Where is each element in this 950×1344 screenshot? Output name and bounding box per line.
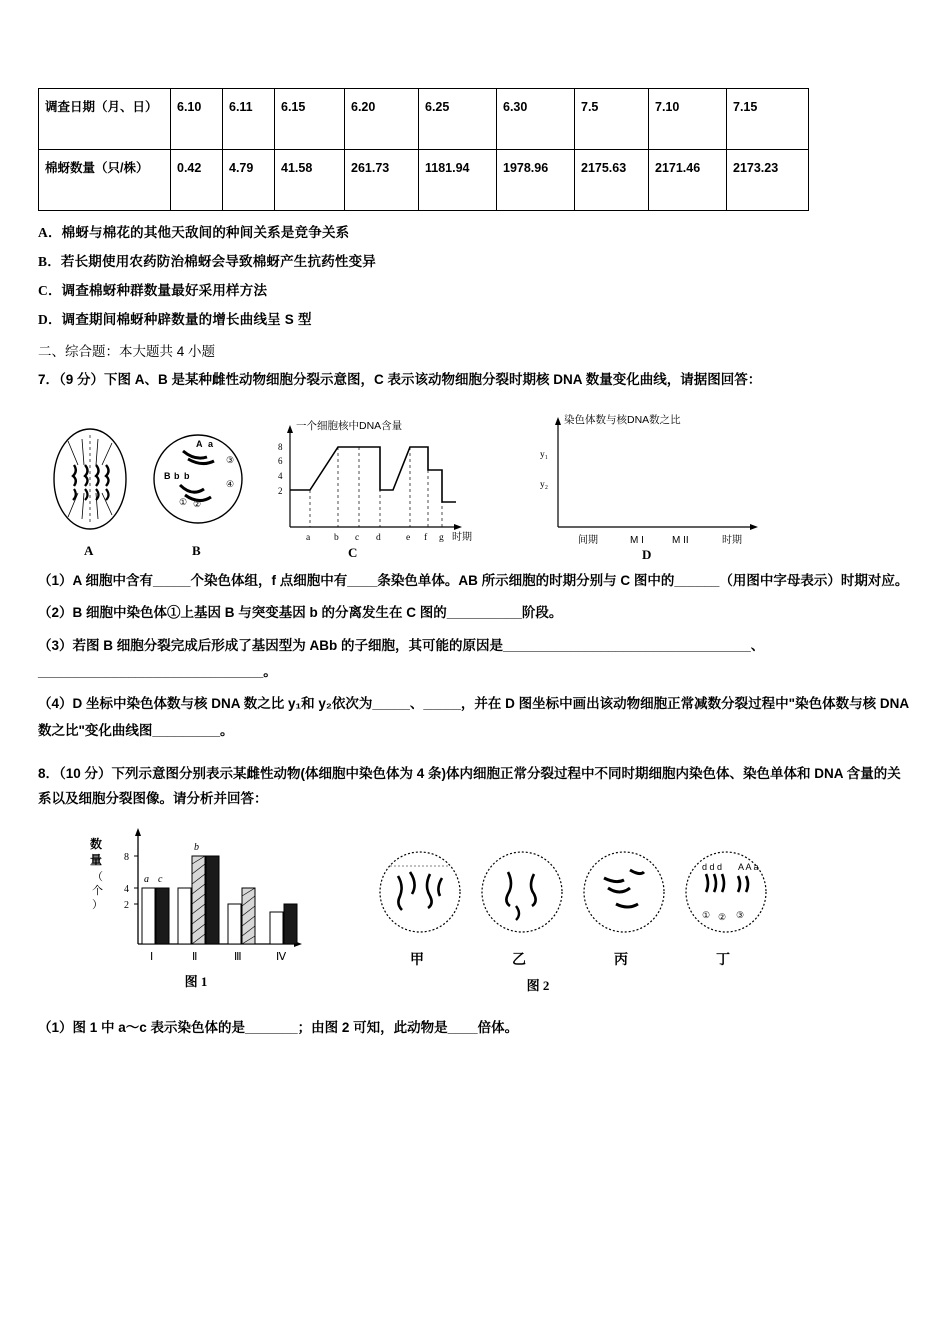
- label-b-num3: ③: [226, 454, 235, 465]
- fig1-bar-label-c: c: [158, 873, 163, 885]
- cell-count-6: 2175.63: [575, 150, 649, 211]
- cell-count-2: 41.58: [275, 150, 345, 211]
- option-c-text: 调查棉蚜种群数量最好采用样方法: [61, 283, 268, 298]
- cell-count-1: 4.79: [223, 150, 275, 211]
- label-b-A: A: [196, 438, 203, 449]
- label-cell-b: B: [192, 542, 201, 558]
- question-7-sub-1: （1）A 细胞中含有_____个染色体组，f 点细胞中有____条染色单体。AB 所示细胞的时期分别与 C 图中的______（用图中字母表示）时期对应。: [38, 572, 909, 588]
- question-7-figure: [38, 407, 914, 562]
- fig1-xtick-1: Ⅰ: [150, 950, 154, 963]
- cell-date-5: 6.30: [497, 89, 575, 150]
- fig1-yaxis-label-2: 量: [90, 852, 103, 867]
- row-header-date: 调查日期（月、日）: [39, 89, 171, 150]
- chart-c-xtick-d: d: [376, 532, 381, 543]
- cell-date-3: 6.20: [345, 89, 419, 150]
- cell-date-7: 7.10: [649, 89, 727, 150]
- q7-figure-svg: [38, 407, 914, 562]
- option-b-text: 若长期使用农药防治棉蚜会导致棉蚜产生抗药性变异: [60, 254, 377, 269]
- chart-c-ytick-4: 4: [278, 470, 283, 481]
- label-b-b2: b: [184, 470, 190, 481]
- section-title: 二、综合题：本大题共 4 小题: [38, 344, 216, 359]
- chart-c-xtick-f: f: [424, 532, 428, 543]
- chart-c-ytick-6: 6: [278, 455, 283, 466]
- fig2-dt-num2: ②: [718, 911, 727, 922]
- chart-d-xtick-m2: M II: [672, 534, 689, 546]
- label-b-num1: ①: [179, 496, 188, 507]
- chart-c-xtick-e: e: [406, 532, 411, 543]
- fig1-yaxis-label-1: 数: [90, 836, 103, 851]
- fig1-ytick-2: 2: [124, 899, 129, 911]
- fig1-yaxis-label-4: 个: [92, 884, 103, 897]
- chart-d-ytick-y2: y₂: [540, 479, 549, 490]
- fig2-dt-labels-2: A A a: [738, 861, 759, 872]
- label-b-B: B: [164, 470, 171, 481]
- fig1-yaxis-label-3: （: [92, 870, 103, 883]
- cell-date-4: 6.25: [419, 89, 497, 150]
- question-7-sub-4: （4）D 坐标中染色体数与核 DNA 数之比 y₁和 y₂依次为_____、_____，并在 D 图坐标中画出该动物细胞正常减数分裂过程中"染色体数与核 DNA 数之比"变化曲线图_________。: [38, 696, 909, 738]
- chart-c-xtick-b: b: [334, 532, 339, 543]
- chart-c-ytick-2: 2: [278, 485, 283, 496]
- fig1-xtick-4: Ⅳ: [276, 950, 287, 963]
- option-d-text: 调查期间棉蚜种辟数量的增长曲线呈 S 型: [61, 312, 312, 327]
- fig1-yaxis-label-5: ）: [92, 898, 103, 911]
- chart-c-xtick-g: g: [439, 532, 444, 543]
- cell-count-0: 0.42: [171, 150, 223, 211]
- chart-c-xaxis-label: 时期: [452, 531, 472, 543]
- chart-d-xtick-interphase: 间期: [578, 534, 598, 546]
- fig1-bar-label-b: b: [194, 841, 199, 853]
- question-7-sub-3: （3）若图 B 细胞分裂完成后形成了基因型为 ABb 的子细胞，其可能的原因是_________________________________、______________________________。: [38, 637, 765, 679]
- fig1-xtick-3: Ⅲ: [234, 950, 242, 963]
- page-content: [38, 88, 914, 1041]
- label-b-num2: ②: [193, 498, 202, 509]
- chart-c-xtick-c: c: [355, 532, 360, 543]
- option-c-label: C．: [38, 283, 62, 298]
- fig1-ytick-4: 4: [124, 883, 129, 895]
- fig1-caption: 图 1: [184, 973, 208, 989]
- chart-d: [540, 413, 758, 546]
- label-chart-c: C: [348, 544, 358, 560]
- cell-count-8: 2173.23: [727, 150, 809, 211]
- cell-count-4: 1181.94: [419, 150, 497, 211]
- option-c[interactable]: [38, 279, 914, 299]
- fig2-dt-num3: ③: [736, 909, 745, 920]
- fig2-cell-label-2: 乙: [512, 952, 526, 968]
- question-8-figure: [38, 826, 914, 1001]
- fig2-cell-label-1: 甲: [410, 952, 424, 968]
- cell-date-1: 6.11: [223, 89, 275, 150]
- chart-d-title: 染色体数与核DNA数之比: [564, 413, 681, 426]
- cell-count-5: 1978.96: [497, 150, 575, 211]
- cell-date-2: 6.15: [275, 89, 345, 150]
- figure-2-cells: [380, 852, 766, 993]
- option-b-label: B．: [38, 254, 61, 269]
- cell-diagram-b: [154, 435, 242, 523]
- question-8-sub-1: （1）图 1 中 a～c 表示染色体的是_______；由图 2 可知，此动物是____倍体。: [38, 1019, 519, 1035]
- row-header-count: 棉蚜数量（只/株）: [39, 150, 171, 211]
- q8-figure-svg: [38, 826, 914, 1001]
- label-cell-a: A: [84, 542, 94, 558]
- fig2-cell-label-3: 丙: [614, 952, 628, 968]
- fig2-dt-num1: ①: [702, 909, 711, 920]
- chart-c-title: 一个细胞核中DNA含量: [296, 419, 403, 432]
- chart-d-xtick-m1: M I: [630, 534, 644, 546]
- label-b-num4: ④: [226, 478, 235, 489]
- label-b-a: a: [208, 438, 214, 449]
- cell-date-0: 6.10: [171, 89, 223, 150]
- chart-c-ytick-8: 8: [278, 441, 283, 452]
- fig1-ytick-8: 8: [124, 851, 129, 863]
- fig1-bar-label-a: a: [144, 873, 149, 885]
- fig1-xtick-2: Ⅱ: [192, 950, 198, 963]
- label-chart-d: D: [642, 546, 652, 562]
- option-d-label: D．: [38, 312, 62, 327]
- option-d[interactable]: [38, 308, 914, 328]
- question-7-sub-2: （2）B 细胞中染色体①上基因 B 与突变基因 b 的分离发生在 C 图的__________阶段。: [38, 605, 563, 621]
- fig2-dt-labels: d d d: [702, 861, 723, 872]
- option-a-text: 棉蚜与棉花的其他天敌间的种间关系是竞争关系: [61, 225, 350, 240]
- chart-c-xtick-a: a: [306, 532, 311, 543]
- table-row: [39, 89, 809, 150]
- chart-c: [278, 419, 472, 543]
- cell-diagram-a: [54, 429, 126, 529]
- fig2-cell-label-4: 丁: [716, 952, 730, 968]
- cell-count-3: 261.73: [345, 150, 419, 211]
- option-a-label: A．: [38, 225, 62, 240]
- answer-options: [38, 221, 914, 328]
- fig2-caption: 图 2: [526, 977, 550, 993]
- cell-date-6: 7.5: [575, 89, 649, 150]
- option-a[interactable]: [38, 221, 914, 241]
- aphid-survey-table: [38, 88, 809, 211]
- label-b-b1: b: [174, 470, 180, 481]
- option-b[interactable]: [38, 250, 914, 270]
- question-8-stem: 8．（10 分）下列示意图分别表示某雌性动物(体细胞中染色体为 4 条)体内细胞正常分裂过程中不同时期细胞内染色体、染色单体和 DNA 含量的关系以及细胞分裂图像。请分析并回答：: [38, 765, 901, 806]
- chart-fig1: [90, 828, 302, 989]
- cell-count-7: 2171.46: [649, 150, 727, 211]
- cell-date-8: 7.15: [727, 89, 809, 150]
- chart-d-xaxis-label: 时期: [722, 534, 742, 546]
- question-7-stem: 7．（9 分）下图 A、B 是某种雌性动物细胞分裂示意图，C 表示该动物细胞分裂时期核 DNA 数量变化曲线，请据图回答：: [38, 372, 762, 387]
- chart-d-ytick-y1: y₁: [540, 449, 549, 460]
- table-row: [39, 150, 809, 211]
